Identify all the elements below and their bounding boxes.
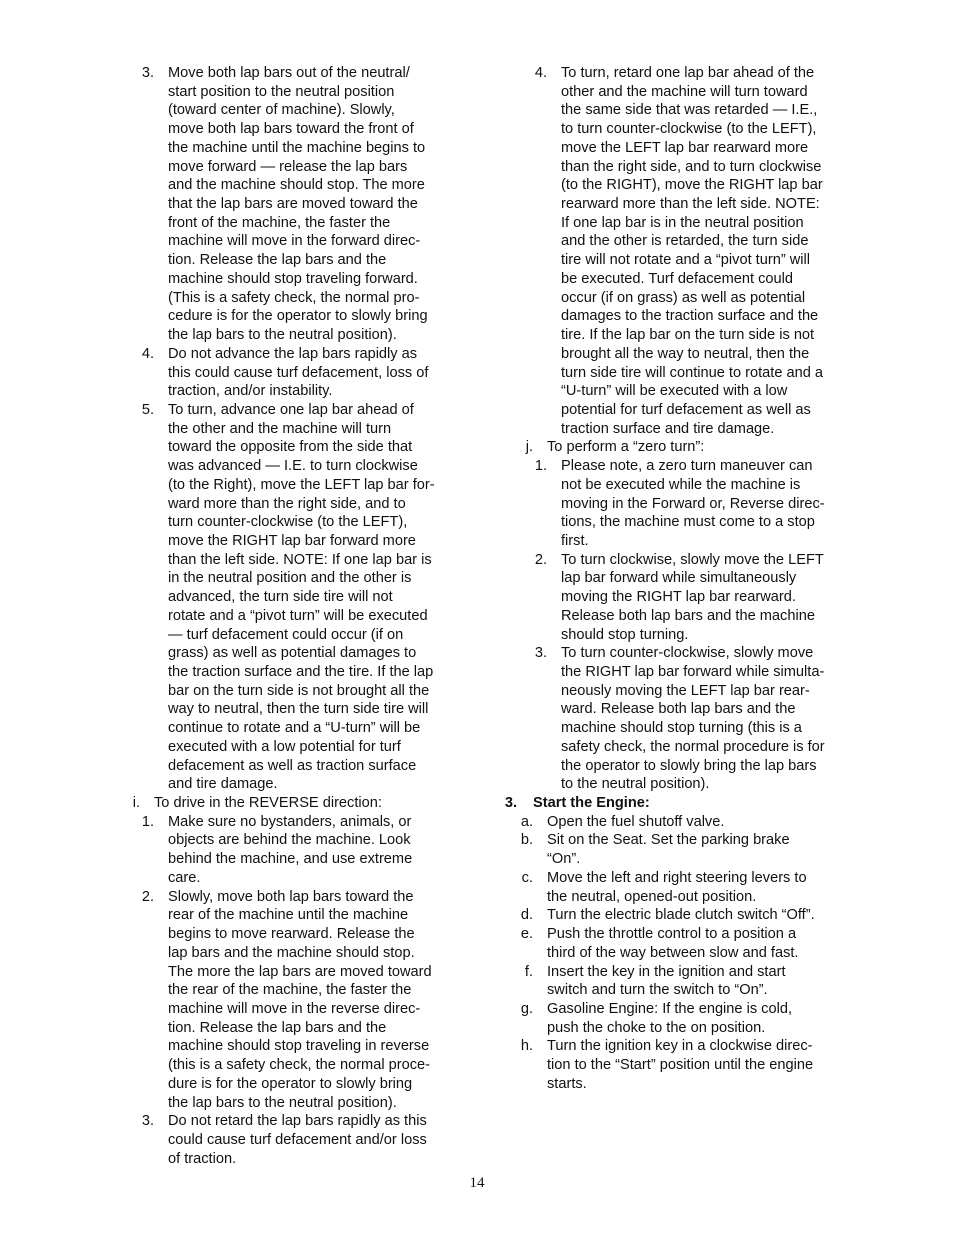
text-line: Turn the electric blade clutch switch “Off”. bbox=[547, 907, 815, 924]
list-item bbox=[503, 457, 848, 551]
list-marker: 4. bbox=[534, 65, 547, 81]
list-marker: 5. bbox=[141, 401, 154, 418]
list-item bbox=[503, 925, 848, 962]
text-line: “U-turn” will be executed with a low bbox=[561, 383, 788, 400]
text-line: Turn the ignition key in a clockwise direc- bbox=[547, 1038, 813, 1055]
text-line: the operator to slowly bring the lap bars bbox=[561, 757, 817, 774]
text-line: moving the RIGHT lap bar rearward. bbox=[561, 589, 796, 606]
text-line: potential for turf defacement as well as bbox=[561, 401, 811, 418]
list-item bbox=[503, 644, 848, 794]
text-line: the RIGHT lap bar forward while simulta- bbox=[561, 664, 825, 680]
list-item bbox=[123, 888, 458, 1113]
list-item bbox=[503, 1000, 848, 1037]
text-line: (toward center of machine). Slowly, bbox=[168, 102, 395, 119]
list-item-text bbox=[168, 64, 458, 345]
list-item bbox=[503, 1037, 848, 1093]
text-line: rotate and a “pivot turn” will be executed bbox=[168, 607, 428, 624]
text-line: machine should stop traveling forward. bbox=[168, 270, 418, 287]
list-marker: f. bbox=[524, 963, 533, 980]
list-marker: i. bbox=[132, 795, 140, 812]
list-item-text bbox=[547, 869, 848, 906]
list-marker: d. bbox=[520, 907, 533, 924]
text-line: machine should stop traveling in reverse bbox=[168, 1038, 430, 1055]
text-line: the machine until the machine begins to bbox=[168, 139, 426, 156]
text-line: To turn clockwise, slowly move the LEFT bbox=[561, 551, 824, 568]
text-line: machine should stop turning (this is a bbox=[561, 720, 802, 737]
list-item bbox=[503, 551, 848, 645]
list-marker: c. bbox=[521, 869, 533, 886]
text-line: traction surface and tire damage. bbox=[561, 420, 775, 437]
text-line: (this is a safety check, the normal proce- bbox=[168, 1057, 430, 1074]
text-line: tions, the machine must come to a stop bbox=[561, 514, 815, 531]
text-line: The more the lap bars are moved toward bbox=[168, 963, 432, 980]
text-line: starts. bbox=[547, 1075, 587, 1092]
list-marker: h. bbox=[520, 1038, 533, 1055]
list-marker: 1. bbox=[141, 813, 154, 830]
text-line: rearward more than the left side. NOTE: bbox=[561, 196, 820, 213]
list-item-text bbox=[168, 345, 458, 401]
text-line: and the machine should stop. The more bbox=[168, 177, 425, 194]
text-line: (to the RIGHT), move the RIGHT lap bar bbox=[561, 177, 823, 194]
text-line: the other and the machine will turn bbox=[168, 420, 392, 437]
text-line: move the LEFT lap bar rearward more bbox=[561, 139, 809, 156]
text-line: front of the machine, the faster the bbox=[168, 214, 391, 231]
list-item bbox=[123, 813, 458, 888]
text-line: not be executed while the machine is bbox=[561, 476, 801, 493]
list-marker: 2. bbox=[534, 551, 547, 568]
text-line: move forward — release the lap bars bbox=[168, 158, 408, 175]
text-line: To turn counter-clockwise, slowly move bbox=[561, 645, 814, 662]
text-line: Insert the key in the ignition and start bbox=[547, 963, 786, 980]
list-item-text bbox=[561, 64, 848, 438]
list-item bbox=[503, 963, 848, 1000]
list-marker: j. bbox=[525, 439, 533, 456]
text-line: brought all the way to neutral, then the bbox=[561, 345, 810, 362]
list-marker: 3. bbox=[141, 1113, 154, 1130]
text-line: turn counter-clockwise (to the LEFT), bbox=[168, 514, 408, 531]
text-line: ward more than the right side, and to bbox=[168, 495, 406, 512]
text-line: third of the way between slow and fast. bbox=[547, 944, 799, 961]
text-line: switch and turn the switch to “On”. bbox=[547, 982, 768, 999]
text-line: If one lap bar is in the neutral position bbox=[561, 214, 804, 231]
right-column bbox=[503, 64, 848, 1094]
list-item bbox=[123, 401, 458, 794]
text-line: was advanced — I.E. to turn clockwise bbox=[168, 458, 418, 475]
list-item-text bbox=[533, 794, 848, 813]
text-line: the lap bars to the neutral position). bbox=[168, 327, 397, 344]
text-line: traction, and/or instability. bbox=[168, 383, 333, 400]
list-item-text bbox=[561, 551, 848, 645]
text-line: than the right side, and to turn clockwise bbox=[561, 158, 822, 175]
list-marker: 4. bbox=[141, 345, 154, 362]
text-line: Please note, a zero turn maneuver can bbox=[561, 458, 813, 475]
text-line: the same side that was retarded — I.E., bbox=[561, 102, 818, 119]
text-line: (to the Right), move the LEFT lap bar for- bbox=[168, 476, 435, 493]
text-line: rear of the machine until the machine bbox=[168, 907, 409, 924]
list-item-text bbox=[168, 1112, 458, 1168]
text-line: ward. Release both lap bars and the bbox=[561, 701, 796, 718]
text-line: moving in the Forward or, Reverse direc- bbox=[561, 495, 825, 512]
list-item bbox=[503, 831, 848, 868]
list-marker: 1. bbox=[534, 458, 547, 475]
list-marker: e. bbox=[520, 926, 533, 943]
list-item bbox=[503, 869, 848, 906]
text-line: the traction surface and the tire. If the lap bbox=[168, 664, 434, 680]
text-line: Slowly, move both lap bars toward the bbox=[168, 888, 414, 905]
text-line: — turf defacement could occur (if on bbox=[168, 626, 404, 643]
text-line: care. bbox=[168, 869, 201, 886]
text-line: tion to the “Start” position until the engine bbox=[547, 1057, 814, 1074]
text-line: be executed. Turf defacement could bbox=[561, 270, 794, 287]
text-line: (This is a safety check, the normal pro- bbox=[168, 289, 420, 306]
text-line: continue to rotate and a “U-turn” will be bbox=[168, 720, 421, 737]
text-line: should stop turning. bbox=[561, 626, 689, 643]
text-line: Open the fuel shutoff valve. bbox=[547, 813, 725, 830]
text-line: damages to the traction surface and the bbox=[561, 308, 819, 325]
left-column bbox=[123, 64, 458, 1168]
list-item-text bbox=[547, 1000, 848, 1037]
text-line: defacement as well as traction surface bbox=[168, 757, 417, 774]
list-item-text bbox=[547, 438, 848, 457]
text-line: other and the machine will turn toward bbox=[561, 83, 808, 100]
list-item bbox=[123, 794, 458, 813]
list-marker: g. bbox=[520, 1000, 533, 1017]
section-heading bbox=[503, 794, 848, 813]
list-item bbox=[503, 64, 848, 438]
list-item-text bbox=[168, 888, 458, 1113]
text-line: Make sure no bystanders, animals, or bbox=[168, 813, 412, 830]
text-line: to the neutral position). bbox=[561, 776, 710, 793]
text-line: Move the left and right steering levers to bbox=[547, 869, 807, 886]
text-line: objects are behind the machine. Look bbox=[168, 832, 411, 849]
text-line: advanced, the turn side tire will not bbox=[168, 589, 393, 606]
text-line: “On”. bbox=[547, 851, 581, 868]
list-item-text bbox=[168, 813, 458, 888]
list-item bbox=[503, 813, 848, 832]
text-line: Do not advance the lap bars rapidly as bbox=[168, 345, 418, 362]
text-line: of traction. bbox=[168, 1150, 237, 1167]
text-line: To perform a “zero turn”: bbox=[547, 439, 705, 456]
page-number: 14 bbox=[469, 1175, 485, 1191]
text-line: move the RIGHT lap bar forward more bbox=[168, 532, 416, 549]
list-item-text bbox=[154, 794, 458, 813]
text-line: begins to move rearward. Release the bbox=[168, 926, 415, 943]
text-line: toward the opposite from the side that bbox=[168, 439, 413, 456]
text-line: this could cause turf defacement, loss of bbox=[168, 364, 429, 381]
list-item bbox=[123, 64, 458, 345]
text-line: To turn, retard one lap bar ahead of the bbox=[561, 65, 815, 81]
text-line: Release both lap bars and the machine bbox=[561, 607, 815, 624]
list-item bbox=[123, 1112, 458, 1168]
list-item-text bbox=[547, 963, 848, 1000]
text-line: safety check, the normal procedure is for bbox=[561, 738, 825, 755]
text-line: and tire damage. bbox=[168, 776, 278, 793]
text-line: to turn counter-clockwise (to the LEFT), bbox=[561, 121, 817, 138]
text-line: tire will not rotate and a “pivot turn” will bbox=[561, 252, 811, 269]
text-line: To drive in the REVERSE direction: bbox=[154, 795, 382, 812]
text-line: neously moving the LEFT lap bar rear- bbox=[561, 682, 810, 699]
text-line: Push the throttle control to a position a bbox=[547, 926, 797, 943]
list-item-text bbox=[547, 831, 848, 868]
text-line: cedure is for the operator to slowly bring bbox=[168, 308, 428, 325]
text-line: first. bbox=[561, 532, 589, 549]
text-line: To turn, advance one lap bar ahead of bbox=[168, 401, 414, 418]
text-line: Gasoline Engine: If the engine is cold, bbox=[547, 1000, 793, 1017]
text-line: push the choke to the on position. bbox=[547, 1019, 766, 1036]
text-line: grass) as well as potential damages to bbox=[168, 645, 417, 662]
text-line: way to neutral, then the turn side tire will bbox=[168, 701, 429, 718]
list-item bbox=[503, 438, 848, 457]
list-item-text bbox=[561, 457, 848, 551]
text-line: Move both lap bars out of the neutral/ bbox=[168, 65, 410, 81]
list-marker: 3. bbox=[504, 795, 517, 812]
text-line: machine will move in the reverse direc- bbox=[168, 1000, 421, 1017]
text-line: bar on the turn side is not brought all the bbox=[168, 682, 430, 699]
text-line: start position to the neutral position bbox=[168, 83, 395, 100]
text-line: tion. Release the lap bars and the bbox=[168, 252, 387, 269]
list-item-text bbox=[547, 906, 848, 925]
list-item-text bbox=[547, 925, 848, 962]
text-line: Sit on the Seat. Set the parking brake bbox=[547, 832, 790, 849]
list-item-text bbox=[561, 644, 848, 794]
text-line: the neutral, opened-out position. bbox=[547, 888, 757, 905]
text-line: tion. Release the lap bars and the bbox=[168, 1019, 387, 1036]
text-line: move both lap bars toward the front of bbox=[168, 121, 414, 138]
text-line: lap bars and the machine should stop. bbox=[168, 944, 415, 961]
list-item-text bbox=[547, 1037, 848, 1093]
list-item-text bbox=[547, 813, 848, 832]
list-item-text bbox=[168, 401, 458, 794]
text-line: than the left side. NOTE: If one lap bar is bbox=[168, 551, 432, 568]
text-line: the lap bars to the neutral position). bbox=[168, 1094, 397, 1111]
list-marker: a. bbox=[520, 813, 533, 830]
text-line: executed with a low potential for turf bbox=[168, 738, 401, 755]
text-line: Start the Engine: bbox=[533, 795, 650, 812]
text-line: turn side tire will continue to rotate and a bbox=[561, 364, 824, 381]
text-line: machine will move in the forward direc- bbox=[168, 233, 421, 250]
list-item bbox=[123, 345, 458, 401]
text-line: in the neutral position and the other is bbox=[168, 570, 412, 587]
list-marker: 3. bbox=[534, 645, 547, 662]
text-line: and the other is retarded, the turn side bbox=[561, 233, 809, 250]
list-marker: 3. bbox=[141, 65, 154, 81]
text-line: occur (if on grass) as well as potential bbox=[561, 289, 806, 306]
text-line: the rear of the machine, the faster the bbox=[168, 982, 412, 999]
text-line: behind the machine, and use extreme bbox=[168, 851, 413, 868]
text-line: dure is for the operator to slowly bring bbox=[168, 1075, 413, 1092]
list-marker: b. bbox=[520, 832, 533, 849]
text-line: lap bar forward while simultaneously bbox=[561, 570, 797, 587]
list-marker: 2. bbox=[141, 888, 154, 905]
text-line: Do not retard the lap bars rapidly as this bbox=[168, 1113, 427, 1130]
text-line: tire. If the lap bar on the turn side is not bbox=[561, 327, 815, 344]
text-line: that the lap bars are moved toward the bbox=[168, 196, 418, 213]
text-line: could cause turf defacement and/or loss bbox=[168, 1131, 427, 1148]
list-item bbox=[503, 906, 848, 925]
